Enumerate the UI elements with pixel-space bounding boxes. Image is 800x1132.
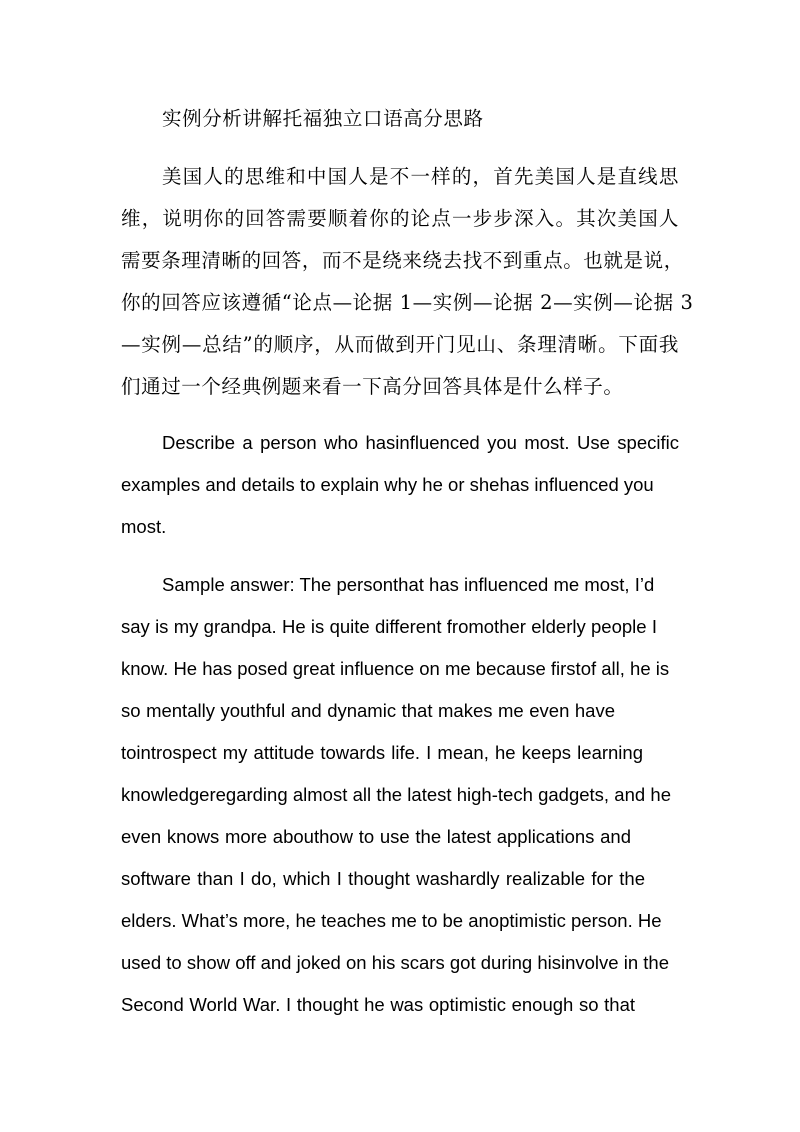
document-title: 实例分析讲解托福独立口语高分思路 [162, 107, 484, 130]
paragraph-line: —实例—总结”的顺序，从而做到开门见山、条理清晰。下面我 [121, 333, 679, 356]
paragraph-line: used to show off and joked on his scars got during hisinvolve in the [121, 952, 669, 973]
paragraph-line: knowledgeregarding almost all the latest high-tech gadgets, and he [121, 784, 671, 805]
paragraph-line: Sample answer: The personthat has influenced me most, I’d [162, 574, 655, 595]
paragraph-line: 需要条理清晰的回答，而不是绕来绕去找不到重点。也就是说， [121, 249, 684, 272]
paragraph-line: so mentally youthful and dynamic that makes me even have [121, 700, 615, 721]
paragraph-line: tointrospect my attitude towards life. I mean, he keeps learning [121, 742, 643, 763]
paragraph-line: say is my grandpa. He is quite different fromother elderly people I [121, 616, 657, 637]
paragraph-line: Second World War. I thought he was optimistic enough so that [121, 994, 635, 1015]
paragraph-line: most. [121, 516, 167, 537]
paragraph-line: 美国人的思维和中国人是不一样的，首先美国人是直线思 [162, 165, 679, 188]
paragraph-line: Describe a person who hasinfluenced you most. Use specific [162, 432, 679, 453]
paragraph-line: examples and details to explain why he or shehas influenced you [121, 474, 654, 495]
paragraph-line: even knows more abouthow to use the latest applications and [121, 826, 631, 847]
paragraph-line: elders. What’s more, he teaches me to be anoptimistic person. He [121, 910, 662, 931]
paragraph-line: know. He has posed great influence on me because firstof all, he is [121, 658, 670, 679]
paragraph-line: 维，说明你的回答需要顺着你的论点一步步深入。其次美国人 [121, 207, 679, 230]
paragraph-line: 们通过一个经典例题来看一下高分回答具体是什么样子。 [121, 375, 624, 398]
paragraph-line: 你的回答应该遵循“论点—论据 1—实例—论据 2—实例—论据 3 [121, 291, 694, 314]
paragraph-line: software than I do, which I thought washardly realizable for the [121, 868, 645, 889]
